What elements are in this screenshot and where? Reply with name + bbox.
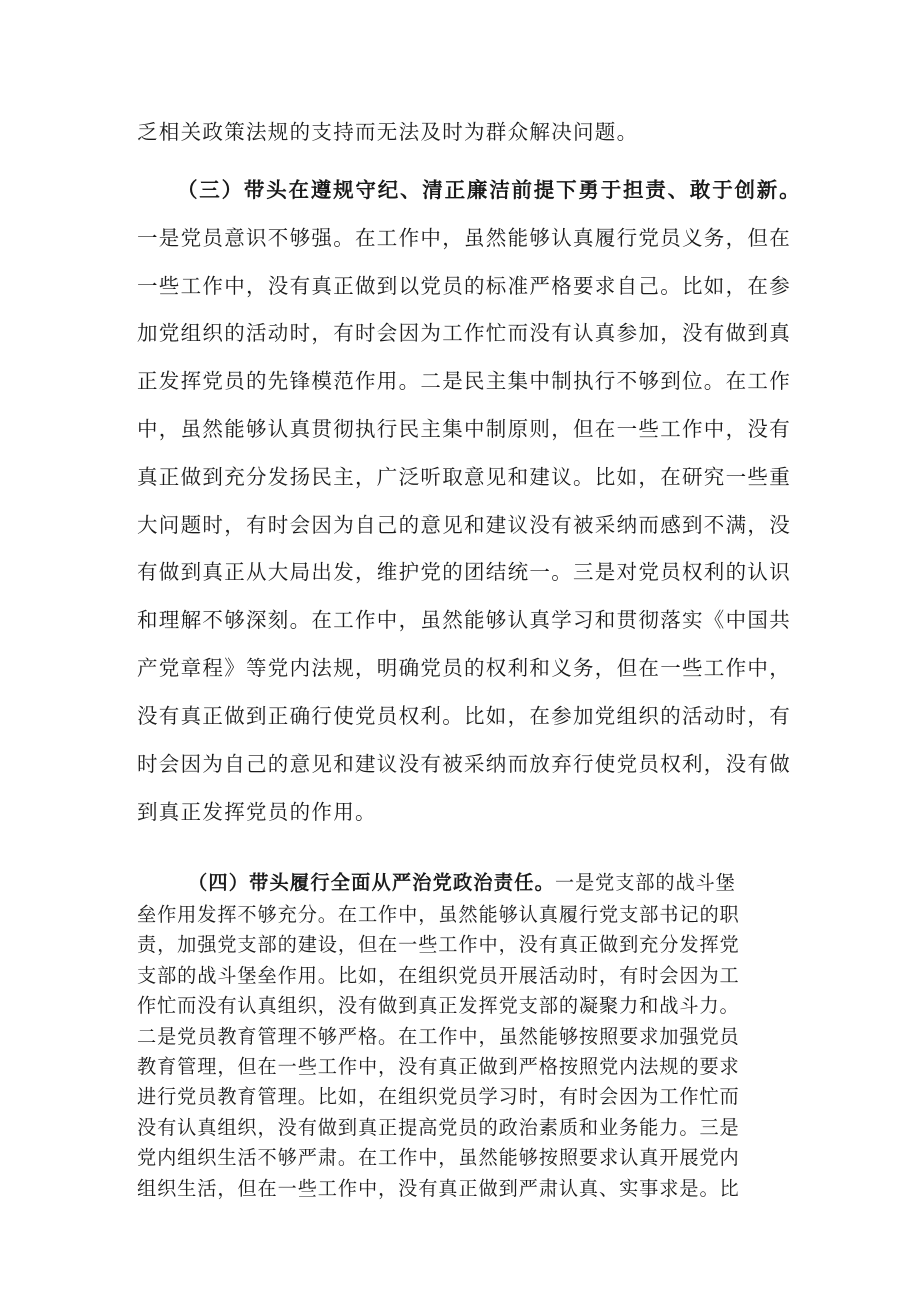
paragraph-line: 中，虽然能够认真贯彻执行民主集中制原则，但在一些工作中，没有 bbox=[137, 417, 791, 441]
paragraph-line: 乏相关政策法规的支持而无法及时为群众解决问题。 bbox=[137, 120, 639, 144]
paragraph-text: 一是党支部的战斗堡 bbox=[554, 871, 736, 894]
paragraph-line: 没有认真组织，没有做到真正提高党员的政治素质和业务能力。三是 bbox=[137, 1116, 740, 1139]
paragraph-line: 一是党员意识不够强。在工作中，虽然能够认真履行党员义务，但在 bbox=[137, 226, 791, 250]
paragraph-line: 二是党员教育管理不够严格。在工作中，虽然能够按照要求加强党员 bbox=[137, 1025, 740, 1048]
paragraph-line: 到真正发挥党员的作用。 bbox=[137, 800, 377, 824]
section-heading: （三）带头在遵规守纪、清正廉洁前提下勇于担责、敢于创新。 bbox=[177, 178, 802, 202]
paragraph-line: 加党组织的活动时，有时会因为工作忙而没有认真参加，没有做到真 bbox=[137, 321, 791, 345]
paragraph-line: 有做到真正从大局出发，维护党的团结统一。三是对党员权利的认识 bbox=[137, 560, 791, 584]
paragraph-line: 教育管理，但在一些工作中，没有真正做到严格按照党内法规的要求 bbox=[137, 1055, 740, 1078]
paragraph-line: 一些工作中，没有真正做到以党员的标准严格要求自己。比如，在参 bbox=[137, 274, 791, 298]
paragraph-line: 产党章程》等党内法规，明确党员的权利和义务，但在一些工作中， bbox=[137, 656, 791, 680]
paragraph-line: 正发挥党员的先锋模范作用。二是民主集中制执行不够到位。在工作 bbox=[137, 369, 791, 393]
paragraph-line: 组织生活，但在一些工作中，没有真正做到严肃认真、实事求是。比 bbox=[137, 1177, 740, 1200]
paragraph-line: 没有真正做到正确行使党员权利。比如，在参加党组织的活动时，有 bbox=[137, 704, 791, 728]
paragraph-line: 作忙而没有认真组织，没有做到真正发挥党支部的凝聚力和战斗力。 bbox=[137, 994, 740, 1017]
paragraph-line: 时会因为自己的意见和建议没有被采纳而放弃行使党员权利，没有做 bbox=[137, 752, 791, 776]
paragraph-line: 和理解不够深刻。在工作中，虽然能够认真学习和贯彻落实《中国共 bbox=[137, 608, 791, 632]
paragraph-line: 党内组织生活不够严肃。在工作中，虽然能够按照要求认真开展党内 bbox=[137, 1146, 740, 1169]
paragraph-line: 大问题时，有时会因为自己的意见和建议没有被采纳而感到不满，没 bbox=[137, 513, 791, 537]
section-first-line bbox=[188, 873, 736, 892]
paragraph-line: 真正做到充分发扬民主，广泛听取意见和建议。比如，在研究一些重 bbox=[137, 465, 791, 489]
section-heading: （四）带头履行全面从严治党政治责任。 bbox=[188, 871, 555, 894]
paragraph-line: 支部的战斗堡垒作用。比如，在组织党员开展活动时，有时会因为工 bbox=[137, 964, 740, 987]
paragraph-line: 垒作用发挥不够充分。在工作中，虽然能够认真履行党支部书记的职 bbox=[137, 903, 740, 926]
paragraph-line: 进行党员教育管理。比如，在组织党员学习时，有时会因为工作忙而 bbox=[137, 1085, 740, 1108]
paragraph-line: 责，加强党支部的建设，但在一些工作中，没有真正做到充分发挥党 bbox=[137, 933, 740, 956]
